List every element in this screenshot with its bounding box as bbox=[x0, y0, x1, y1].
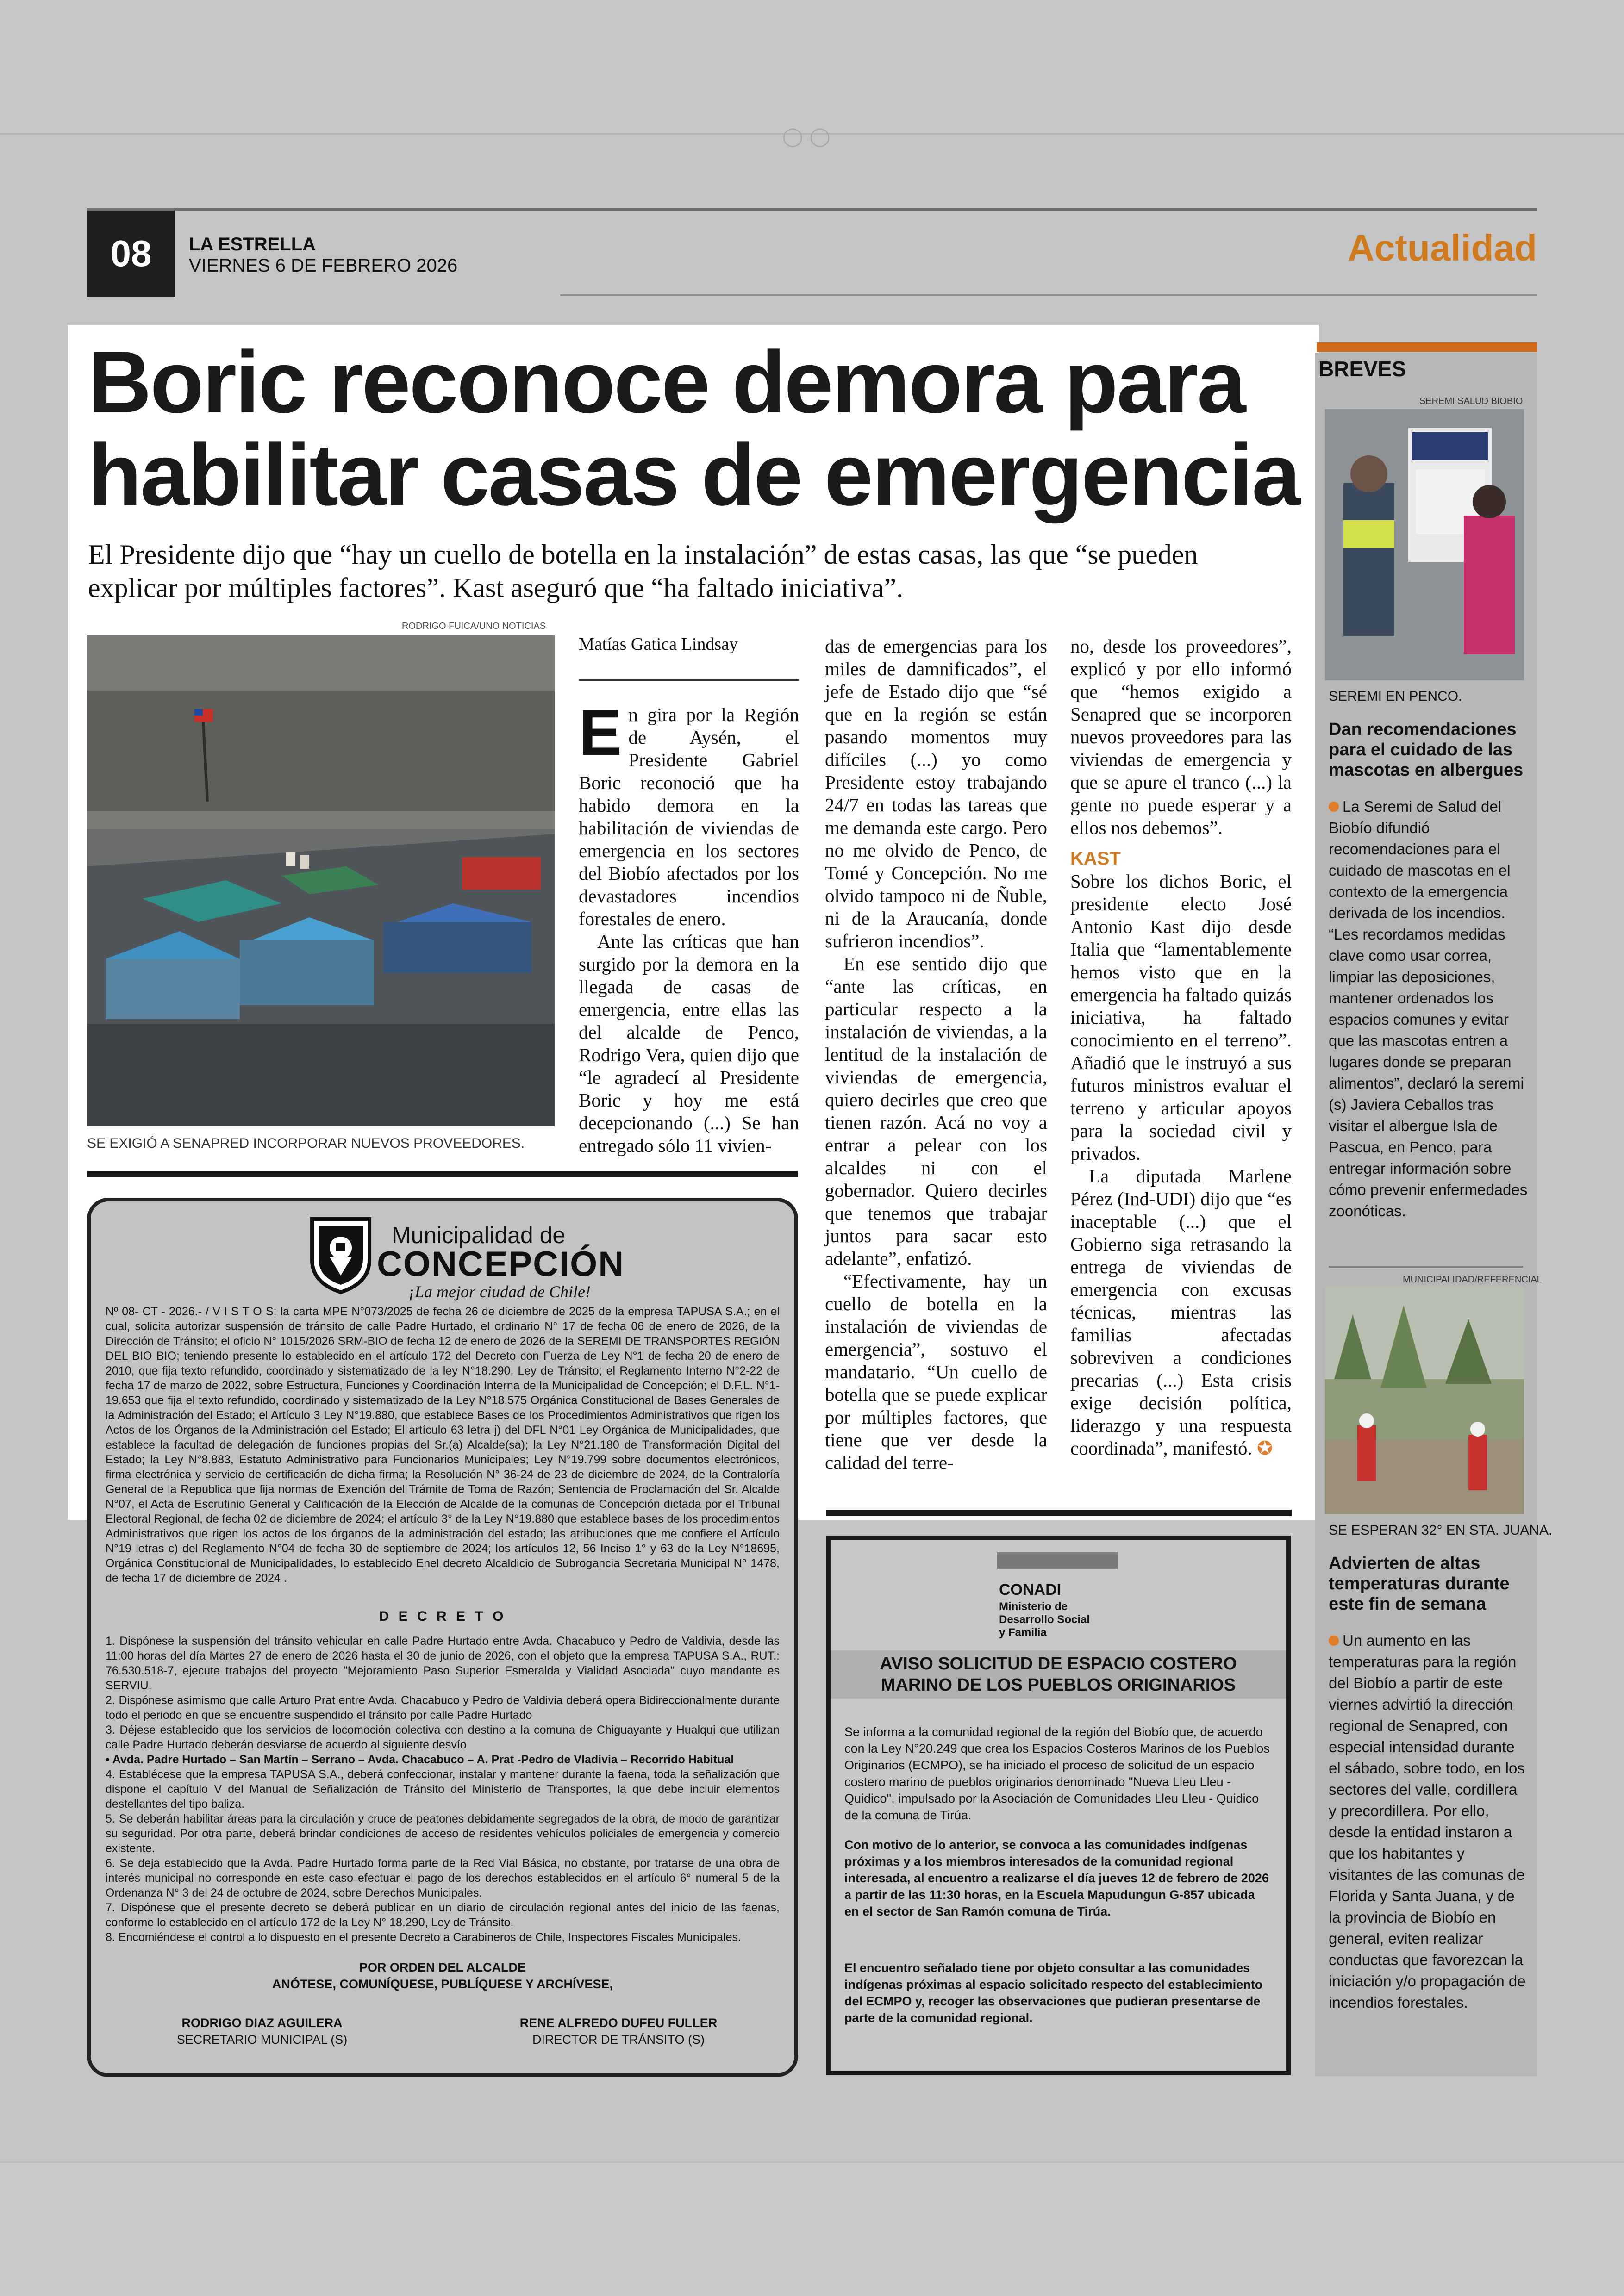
conadi-title-line1: AVISO SOLICITUD DE ESPACIO COSTERO bbox=[880, 1654, 1237, 1674]
conadi-org: CONADI bbox=[999, 1581, 1062, 1599]
decreto-item: 1. Dispónese la suspensión del tránsito vehicular en calle Padre Hurtado entre Avda. Chacabuco y Pedro de Valdivia, desde las 11:00 horas del día Martes 27 de enero de 2026 hasta el 30 de junio de 2026, con el objeto que la empresa TAPUSA S.A., RUT.: 76.530.518-7, ejecute trabajos del proyecto "Mejoramiento Paso Superior Esmeralda y Vialidad Asociada" cuyo mandante es SERVIU. bbox=[106, 1635, 780, 1692]
decreto-item: 4. Establécese que la empresa TAPUSA S.A., deberá confeccionar, instalar y mantener durante la faena, toda la señalización que dispone el capítulo V del Manual de Señalización de Tránsito del Ministerio de Transportes, la que debe incluir elementos destellantes del tipo baliza. bbox=[106, 1768, 780, 1811]
conadi-ministry-3: y Familia bbox=[999, 1626, 1047, 1639]
breves-rule bbox=[1317, 342, 1537, 352]
conadi-logo-bar bbox=[997, 1552, 1118, 1569]
photo-credit: RODRIGO FUICA/UNO NOTICIAS bbox=[402, 621, 546, 631]
column-end-rule bbox=[826, 1510, 1292, 1516]
body-paragraph: En ese sentido dijo que “ante las críticas, en particular respecto a la instalación de viviendas, a la lentitud de la instalación de viviendas de emergencia, quiero decirles que creo que tienen razón. Acá no voy a entrar a pelear con los alcaldes ni con el gobernador. Quiero decirles que tenemos que trabajar juntos para sacar esto adelante”, enfatizó. bbox=[825, 953, 1047, 1269]
end-mark-icon: ✪ bbox=[1257, 1437, 1273, 1459]
byline: Matías Gatica Lindsay bbox=[579, 635, 738, 654]
body-paragraph: n gira por la Región de Aysén, el Presidente Gabriel Boric reconoció que ha habido demora en la habilitación de viviendas de emergencia en los sectores del Biobío afectados por los devastadores incendios forestales de enero. bbox=[579, 704, 799, 929]
signature-1-title: SECRETARIO MUNICIPAL (S) bbox=[176, 2033, 348, 2047]
byline-rule bbox=[579, 679, 799, 681]
header-rule-lower bbox=[560, 294, 1537, 296]
decreto-items bbox=[106, 1634, 780, 1945]
breve-2-text: Un aumento en las temperaturas para la región del Biobío a partir de este viernes advirtió la dirección regional de Senapred, con especial intensidad durante el sábado, sobre todo, en los sectores del valle, cordillera y precordillera. Por ello, desde la entidad instaron a que los habitantes y visitantes de las comunas de Florida y Santa Juana, y de la provincia de Biobío en general, eviten realizar conductas que favorezcan la iniciación y/o propagación de incendios forestales. bbox=[1329, 1632, 1526, 2011]
decreto-item: 5. Se deberán habilitar áreas para la circulación y cruce de peatones debidamente segregados de la obra, de modo de garantizar su seguridad. Por otra parte, deberá brindar condiciones de acceso de residentes vehículos policiales de emergencia y comercio existente. bbox=[106, 1812, 780, 1855]
decreto-item: 2. Dispónese asimismo que calle Arturo Prat entre Avda. Chacabuco y Pedro de Valdivia deberá opera Bidireccionalmente durante todo el periodo en que se encuentre suspendido el tránsito por calle Padre Hurtado bbox=[106, 1694, 780, 1722]
signature-2-title: DIRECTOR DE TRÁNSITO (S) bbox=[532, 2033, 705, 2047]
photo-caption: SE EXIGIÓ A SENAPRED INCORPORAR NUEVOS PROVEEDORES. bbox=[87, 1136, 525, 1151]
municipal-logo bbox=[308, 1215, 373, 1296]
municipal-motto: ¡La mejor ciudad de Chile! bbox=[408, 1282, 591, 1301]
header-rule bbox=[87, 208, 1537, 211]
decreto-item: 3. Déjese establecido que los servicios de locomoción colectiva con destino a la comuna de Chiguayante y Hualqui que utilizan calle Padre Hurtado deberán desviarse de acuerdo al siguiente desvío bbox=[106, 1724, 780, 1751]
conadi-notice bbox=[826, 1536, 1291, 2075]
conadi-title-line2: MARINO DE LOS PUEBLOS ORIGINARIOS bbox=[881, 1675, 1236, 1695]
paper-date: VIERNES 6 DE FEBRERO 2026 bbox=[189, 255, 458, 276]
breve-1-text: La Seremi de Salud del Biobío difundió recomendaciones para el cuidado de mascotas en el contexto de la emergencia derivada de los incendios. “Les recordamos medidas clave como usar correa, limpiar las deposiciones, mantener ordenados los espacios comunes y evitar que las mascotas entren a lugares donde se preparan alimentos”, declaró la seremi (s) Javiera Ceballos tras visitar el albergue Isla de Pascua, en Penco, para entregar información sobre cómo prevenir enfermedades zoonóticas. bbox=[1329, 798, 1528, 1220]
page-number: 08 bbox=[87, 211, 175, 297]
conadi-paragraph-1: Se informa a la comunidad regional de la región del Biobío que, de acuerdo con la Ley N°20.249 que crea los Espacios Costeros Marinos de los Pueblos Originarios (ECMPO), se ha iniciado el proceso de solicitud de un espacio costero marino de pueblos originarios denominado "Nueva Lleu Lleu - Quidico", impulsado por la Asociación de Comunidades Lleu Lleu - Quidico de la comuna de Tirúa. bbox=[844, 1725, 1270, 1822]
photo-rule bbox=[87, 1171, 798, 1177]
conadi-ministry-2: Desarrollo Social bbox=[999, 1613, 1090, 1626]
body-paragraph: no, desde los proveedores”, explicó y por ello informó que “hemos exigido a Senapred que se incorporen nuevos proveedores para las viviendas de emergencia y que se apure el tranco (...) la gente no puede esperar y a ellos nos debemos”. bbox=[1070, 635, 1292, 838]
breve-1-caption: SEREMI EN PENCO. bbox=[1329, 689, 1462, 704]
decreto-item: 6. Se deja establecido que la Avda. Padre Hurtado forma parte de la Red Vial Básica, no obstante, por tratarse de una obra de interés municipal no corresponde en este caso efectuar el pago de los derechos establecidos en el artículo 6° numeral 5 de la Ordenanza N° 3 del 24 de octubre de 2024, sobre Derechos Municipales. bbox=[106, 1857, 780, 1899]
breve-divider bbox=[1329, 1266, 1523, 1268]
signature-2-name: RENE ALFREDO DUFEU FULLER bbox=[519, 2016, 718, 2030]
order-line-1: POR ORDEN DEL ALCALDE bbox=[359, 1960, 526, 1974]
body-text: La diputada Marlene Pérez (Ind-UDI) dijo que “es inaceptable (...) que el Gobierno siga retrasando la entrega de viviendas de emergencia con excusas técnicas, mientras las familias afectadas sobreviven a condiciones precarias (...) Esta crisis exige decisión política, liderazgo y una respuesta coordinada”, manifestó. bbox=[1070, 1165, 1292, 1459]
decreto-item: 8. Encomiéndese el control a lo dispuesto en el presente Decreto a Carabineros de Chile, Inspectores Fiscales Municipales. bbox=[106, 1931, 741, 1944]
body-paragraph: Ante las críticas que han surgido por la demora en la llegada de casas de emergencia, entre ellas las del alcalde de Penco, Rodrigo Vera, quien dijo que “le agradecí al Presidente Boric y hoy me está decepcionando (...) Se han entregado sólo 11 vivien- bbox=[579, 931, 799, 1156]
municipal-name: CONCEPCIÓN bbox=[377, 1244, 625, 1284]
breve-2-caption: SE ESPERAN 32° EN STA. JUANA. bbox=[1329, 1523, 1553, 1538]
breve-2-photo bbox=[1325, 1287, 1524, 1514]
section-title: Actualidad bbox=[1348, 227, 1537, 268]
body-paragraph: Sobre los dichos Boric, el presidente electo José Antonio Kast dijo desde Italia que “lamentablemente hemos visto que en la emergencia ha faltado quizás iniciativa, ha faltado conocimiento en el terreno”. Añadió que le instruyó a sus futuros ministros evaluar el terreno y articular apoyos para la sociedad civil y privados. bbox=[1070, 871, 1292, 1164]
breve-1-credit: SEREMI SALUD BIOBIO bbox=[1419, 396, 1523, 406]
conadi-ministry-1: Ministerio de bbox=[999, 1600, 1068, 1613]
paper-name: LA ESTRELLA bbox=[189, 234, 316, 255]
breve-1-heading: Dan recomendaciones para el cuidado de las mascotas en albergues bbox=[1329, 720, 1524, 780]
viewer-bottom-bar bbox=[0, 2161, 1624, 2296]
deck: El Presidente dijo que “hay un cuello de botella en la instalación” de estas casas, las que “se pueden explicar por múltiples factores”. Kast aseguró que “ha faltado iniciativa”. bbox=[88, 539, 1198, 603]
subheading: KAST bbox=[1070, 848, 1121, 869]
decreto-item: • Avda. Padre Hurtado – San Martín – Serrano – Avda. Chacabuco – A. Prat -Pedro de Vladivia – Recorrido Habitual bbox=[106, 1753, 734, 1766]
viewer-page-indicator-icon[interactable]: ◯◯ bbox=[782, 126, 837, 147]
body-paragraph bbox=[1070, 1165, 1292, 1460]
vistos-text: Nº 08- CT - 2026.- / V I S T O S: la carta MPE N°073/2025 de fecha 26 de diciembre de 2025 de la empresa TAPUSA S.A.; en el cual, solicita autorizar suspensión de tránsito de calle Padre Hurtado, el ordinario N° 17 de fecha 06 de enero de 2026, de la Dirección de Tránsito; el oficio N° 1015/2026 SRM-BIO de fecha 12 de enero de 2026 de la SEREMI DE TRANSPORTES REGIÓN DEL BIO BIO; teniendo presente lo establecido en el artículo 172 del Decreto con Fuerza de Ley N°1 de fecha 20 de enero de 2010, que fija texto refundido, coordinado y sistematizado de la ley N°18.290, Ley de Tránsito; el Reglamento Interno N°2-22 de fecha 17 de marzo de 2022, sobre Estructura, Funciones y Coordinación Interna de la Municipalidad de Concepción; el D.F.L. N°1-19.653 que fija el texto refundido, coordinado y sistematizado de la Ley N°18.575 Orgánica Constitucional de Bases Generales de la Administración del Estado; el Artículo 3 Ley N°19.880, que establece Bases de los Procedimientos Administrativos que rigen los Actos de los Órganos de la Administración del Estado; El artículo 63 letra j) del DFL N°01 Ley Orgánica de Municipalidades, que establece la facultad de delegación de funciones propias del Sr.(a) Alcalde(sa); la Ley N°21.180 de Transformación Digital del Estado; la Ley N°8.883, Estatuto Administrativo para Funcionarios Municipales; Ley N°19.799 sobre documentos electrónicos, firma electrónica y servicio de certificación de dicha firma; la Resolución N° 36-24 de 23 de diciembre de 2024, de la Contraloría General de la Republica que fija normas de Exención del Trámite de Toma de Razón; Sentencia de Proclamación del Sr. Alcalde N°07, el Acta de Escrutinio General y Calificación de la Elección de Alcalde de la comunas de Concepción dictada por el Tribunal Electoral Regional, de fecha 02 de diciembre de 2024; el artículo 3° de la Ley N°19.880 que establece bases de los procedimientos Administrativos que rigen los actos de los órganos de la administración del estado; las atribuciones que me confiere el Artículo N°19 letras c) del Reglamento N°04 de fecha 30 de septiembre de 2024; los artículos 12, 56 Inciso 1° y 63 de la Ley N°18695, Orgánica Constitucional de Municipalidades, lo establecido Enel decreto Alcaldicio de Subrogancia Secretaria Municipal N° 1478, de fecha 17 de diciembre de 2024 . bbox=[106, 1305, 780, 1585]
article-photo bbox=[87, 635, 555, 1126]
breve-1-photo bbox=[1325, 409, 1524, 680]
order-line-2: ANÓTESE, COMUNÍQUESE, PUBLÍQUESE Y ARCHÍVESE, bbox=[272, 1977, 613, 1991]
article-column-2 bbox=[825, 635, 1047, 1474]
municipal-name-line1: Municipalidad de bbox=[392, 1222, 566, 1248]
bullet-icon bbox=[1329, 802, 1339, 812]
breve-2-heading: Advierten de altas temperaturas durante este fin de semana bbox=[1329, 1554, 1510, 1614]
drop-cap: E bbox=[579, 696, 622, 769]
breves-title: BREVES bbox=[1318, 357, 1406, 381]
conadi-paragraph-3: El encuentro señalado tiene por objeto consultar a las comunidades indígenas próximas al espacio solicitado respecto del establecimiento del ECMPO y, recoger las observaciones que pudieran presentarse de parte de la comunidad regional. bbox=[844, 1961, 1263, 2025]
signature-1-name: RODRIGO DIAZ AGUILERA bbox=[181, 2016, 343, 2030]
breve-2-body bbox=[1329, 1630, 1528, 2013]
decreto-item: 7. Dispónese que el presente decreto se deberá publicar en un diario de circulación regional antes del inicio de las faenas, conforme lo establecido en el artículo 172 de la Ley N° 18.290, Ley de Tránsito. bbox=[106, 1901, 780, 1929]
decreto-title: D E C R E T O bbox=[379, 1609, 506, 1624]
breve-1-body bbox=[1329, 796, 1528, 1222]
viewer-top-bar bbox=[0, 0, 1624, 135]
body-paragraph: das de emergencias para los miles de damnificados”, el jefe de Estado dijo que “sé que en la región se están pasando momentos muy difíciles (...) yo como Presidente estoy trabajando 24/7 en todas las tareas que me demanda este cargo. Pero no me olvido de Penco, de Tomé y Concepción. No me olvido tampoco ni de Ñuble, ni de la Araucanía, donde sufrieron incendios”. bbox=[825, 635, 1047, 952]
bullet-icon bbox=[1329, 1636, 1339, 1646]
body-paragraph: “Efectivamente, hay un cuello de botella en la instalación de viviendas de emergencia”, sostuvo el mandatario. “Un cuello de botella que se puede explicar por múltiples factores, que tiene que ver desde la calidad del terre- bbox=[825, 1270, 1047, 1473]
breve-2-credit: MUNICIPALIDAD/REFERENCIAL bbox=[1403, 1275, 1542, 1285]
municipal-notice bbox=[87, 1198, 798, 2077]
article-column-3 bbox=[1070, 635, 1292, 1460]
conadi-paragraph-2: Con motivo de lo anterior, se convoca a las comunidades indígenas próximas y a los miembros interesados de la comunidad regional interesada, al encuentro a realizarse el día jueves 12 de febrero de 2026 a partir de las 11:30 horas, en la Escuela Mapudungun G-857 ubicada en el sector de San Ramón comuna de Tirúa. bbox=[844, 1838, 1269, 1918]
article-column-1 bbox=[579, 696, 799, 1157]
headline: Boric reconoce demora para habilitar casas de emergencia bbox=[88, 333, 1299, 524]
